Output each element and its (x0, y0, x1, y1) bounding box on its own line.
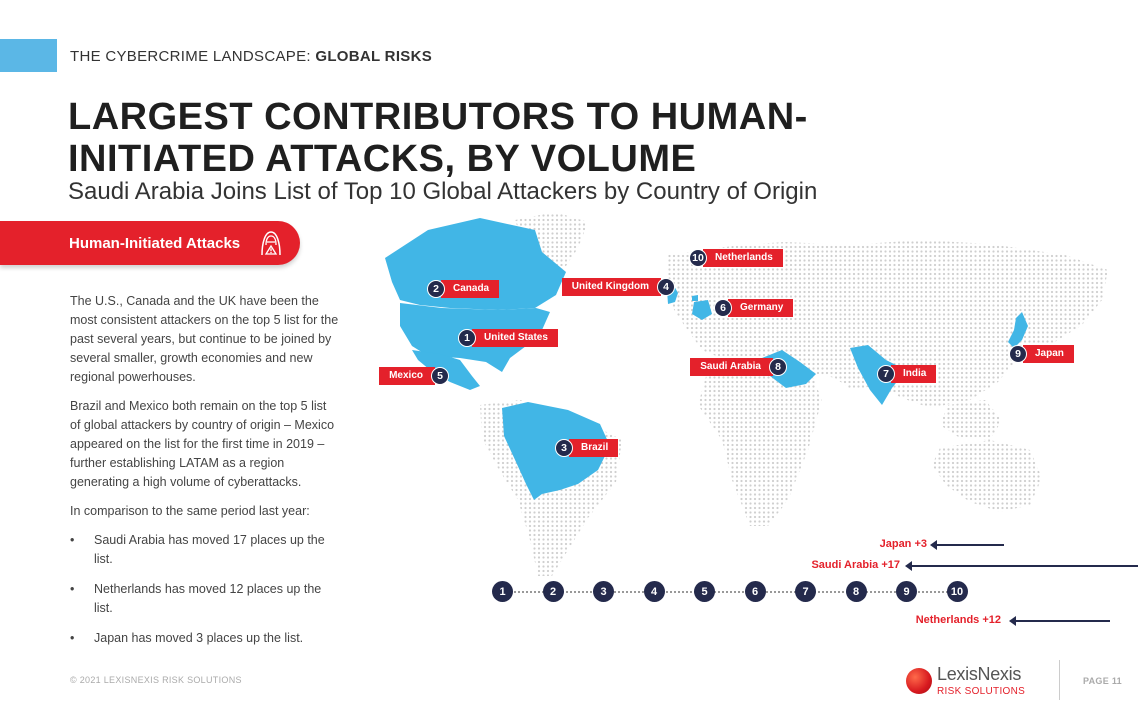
rank-dot: 1 (492, 581, 513, 602)
country-label: United States (472, 329, 558, 347)
section-label: THE CYBERCRIME LANDSCAPE: GLOBAL RISKS (70, 48, 433, 65)
rank-dot: 7 (795, 581, 816, 602)
body-text (70, 292, 340, 659)
rank-badge: 8 (769, 358, 787, 376)
map-marker (877, 365, 936, 383)
rank-dot: 3 (593, 581, 614, 602)
rank-badge: 10 (689, 249, 707, 267)
move-arrow (911, 565, 1138, 567)
rank-dot: 5 (694, 581, 715, 602)
page-number: PAGE 11 (1083, 676, 1122, 686)
logo-subtitle: RISK SOLUTIONS (937, 686, 1026, 697)
page-subtitle: Saudi Arabia Joins List of Top 10 Global Attackers by Country of Origin (68, 178, 818, 205)
country-label: Mexico (379, 367, 435, 385)
paragraph: The U.S., Canada and the UK have been the most consistent attackers on the top 5 list for the past several years, but continue to be joined by several smaller, growth economies and new regional powerhouses. (70, 294, 339, 384)
rank-dot: 4 (644, 581, 665, 602)
australia-shape (932, 440, 1042, 512)
logo-name: LexisNexis (937, 664, 1022, 684)
map-marker (690, 358, 787, 376)
bullet-item: • Netherlands has moved 12 places up the list. (70, 580, 340, 618)
human-initiated-attacks-tab (0, 221, 300, 265)
southeast-asia-shape (940, 400, 1002, 440)
map-marker (379, 367, 449, 385)
map-marker (1009, 345, 1074, 363)
copyright: © 2021 LEXISNEXIS RISK SOLUTIONS (70, 675, 242, 685)
rank-dot: 6 (745, 581, 766, 602)
rank-badge: 6 (714, 299, 732, 317)
lexisnexis-logo (906, 664, 1046, 700)
map-marker (714, 299, 793, 317)
rank-badge: 4 (657, 278, 675, 296)
country-label: Brazil (569, 439, 618, 457)
move-arrow (936, 544, 1004, 546)
rank-badge: 2 (427, 280, 445, 298)
bullet-item: • Saudi Arabia has moved 17 places up the list. (70, 531, 340, 569)
page-title: LARGEST CONTRIBUTORS TO HUMAN-INITIATED ATTACKS, BY VOLUME (68, 96, 808, 180)
paragraph: In comparison to the same period last year: (70, 504, 310, 518)
bullet-item: • Japan has moved 3 places up the list. (70, 629, 340, 648)
saudi-arabia-move-label: Saudi Arabia +17 (811, 559, 900, 571)
japan-move-label: Japan +3 (879, 538, 927, 550)
footer-divider (1059, 660, 1060, 700)
rank-badge: 1 (458, 329, 476, 347)
country-label: Netherlands (703, 249, 783, 267)
map-marker (555, 439, 618, 457)
netherlands-shape (692, 295, 698, 301)
rank-dot: 2 (543, 581, 564, 602)
tab-label: Human-Initiated Attacks (69, 234, 241, 252)
logo-sphere-icon (906, 668, 932, 694)
rank-badge: 3 (555, 439, 573, 457)
rank-dot: 8 (846, 581, 867, 602)
country-label: Saudi Arabia (690, 358, 773, 376)
rank-badge: 5 (431, 367, 449, 385)
ranking-dotted-line (502, 591, 960, 593)
change-bullets (70, 531, 340, 648)
country-label: Germany (728, 299, 793, 317)
accent-bar (0, 39, 57, 72)
country-label: India (891, 365, 936, 383)
country-label: Japan (1023, 345, 1074, 363)
rank-badge: 9 (1009, 345, 1027, 363)
ranking-scale (492, 581, 970, 603)
map-marker (458, 329, 558, 347)
rank-badge: 7 (877, 365, 895, 383)
move-arrow (1015, 620, 1110, 622)
rank-dot: 10 (947, 581, 968, 602)
hacker-warning-icon (258, 229, 284, 257)
netherlands-move-label: Netherlands +12 (915, 614, 1001, 626)
map-marker (427, 280, 499, 298)
map-marker (562, 278, 675, 296)
country-label: Canada (441, 280, 499, 298)
country-label: United Kingdom (562, 278, 661, 296)
map-marker (689, 249, 783, 267)
paragraph: Brazil and Mexico both remain on the top 5 list of global attackers by country of origin – Mexico appeared on the list for the first time in 2019 – further establishing LATAM as a region generating a high volume of cyberattacks. (70, 399, 335, 489)
rank-dot: 9 (896, 581, 917, 602)
